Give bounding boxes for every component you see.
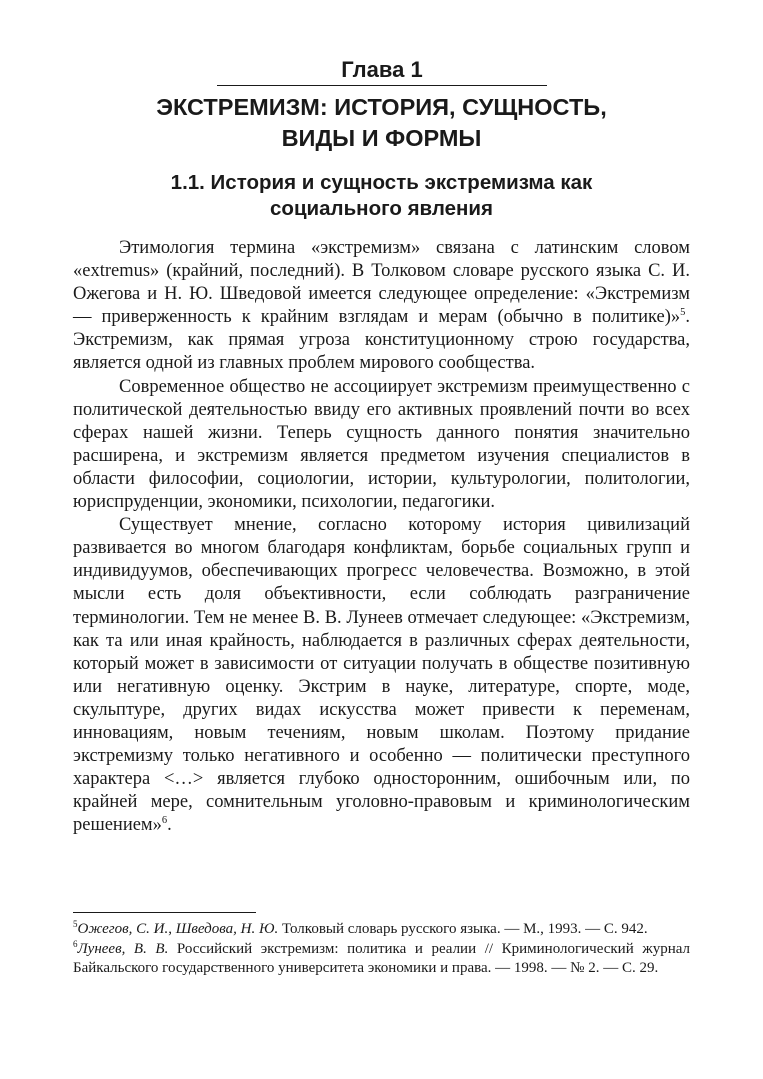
paragraph-2: Современное общество не ассоциирует экстремизм преимущественно с политической деятельностью ввиду его активных проявлений почти во всех сферах нашей жизни. Теперь сущность данного понятия значительно расширена, и экстремизм является предметом изучения специалистов в области философии, социологии, истории, культурологии, политологии, юриспруденции, экономики, психологии, педагогики.	[73, 376, 690, 513]
chapter-title	[70, 92, 693, 154]
chapter-heading: Глава 1	[341, 57, 423, 82]
chapter-title-line-1: ЭКСТРЕМИЗМ: ИСТОРИЯ, СУЩНОСТЬ,	[156, 94, 607, 120]
footnote-5-number: 5	[73, 919, 78, 929]
section-heading-line-2: социального явления	[270, 197, 493, 220]
chapter-rule	[217, 85, 547, 86]
footnote-6-number: 6	[73, 938, 78, 949]
footnote-6-author: Лунеев, В. В.	[77, 940, 169, 957]
paragraph-3-text-cont: .	[167, 815, 172, 836]
footnote-6	[73, 940, 690, 979]
section-heading-line-1: 1.1. История и сущность экстремизма как	[170, 171, 593, 194]
footnote-rule	[73, 912, 256, 913]
paragraph-3-text: Существует мнение, согласно которому история цивилизаций развивается во многом благодаря конфликтам, борьбе социальных групп и индивидуумов, обеспечивающих прогресс человечества. Возможно, в этой мысли есть доля объективности, если соблюдать разграничение терминологии. Тем не менее В. В. Лунеев отмечает следующее: «Экстремизм, как та или иная крайность, наблюдается в различных сферах деятельности, который может в зависимости от ситуации получать в обществе позитивную или негативную оценку. Экстрим в науке, литературе, спорте, моде, скульптуре, других видах искусства может привести к переменам, инновациям, новым течениям, новым школам. Поэтому придание экстремизму только негативного и особенно — политически преступного характера <…> является глубоко односторонним, ошибочным или, по крайней мере, сомнительным уголовно-правовым и криминологическим решением»	[73, 515, 690, 836]
paragraph-1	[73, 237, 690, 376]
chapter-title-line-2: ВИДЫ И ФОРМЫ	[281, 125, 482, 151]
paragraph-3	[73, 514, 690, 837]
footnote-5	[73, 920, 690, 940]
footnote-ref-5[interactable]: 5	[680, 307, 686, 319]
footnote-ref-6[interactable]: 6	[161, 815, 168, 827]
footnote-5-text: Толковый словарь русского языка. — М., 1993. — С. 942.	[278, 921, 648, 937]
section-heading	[70, 170, 693, 222]
footnote-5-author-1: Ожегов, С. И.	[77, 921, 169, 937]
body-text	[73, 237, 690, 837]
footnote-6-text: Российский экстремизм: политика и реалии // Криминологический журнал Байкальского государственного университета экономики и права. — 1998. — № 2. — С. 29.	[73, 940, 690, 977]
footnote-5-author-2: Шведова, Н. Ю.	[175, 921, 279, 937]
paragraph-1-text-cont: . Экстремизм, как прямая угроза конституционному строю государства, является одной из главных проблем мирового сообщества.	[73, 307, 690, 374]
paragraph-1-text: Этимология термина «экстремизм» связана с латинским словом «extremus» (крайний, последний). В Толковом словаре русского языка С. И. Ожегова и Н. Ю. Шведовой имеется следующее определение: «Экстремизм — приверженность к крайним взглядам и мерам (обычно в политике)»	[73, 238, 690, 328]
footnote-5-separator: ,	[168, 921, 176, 937]
footnotes	[73, 920, 690, 979]
